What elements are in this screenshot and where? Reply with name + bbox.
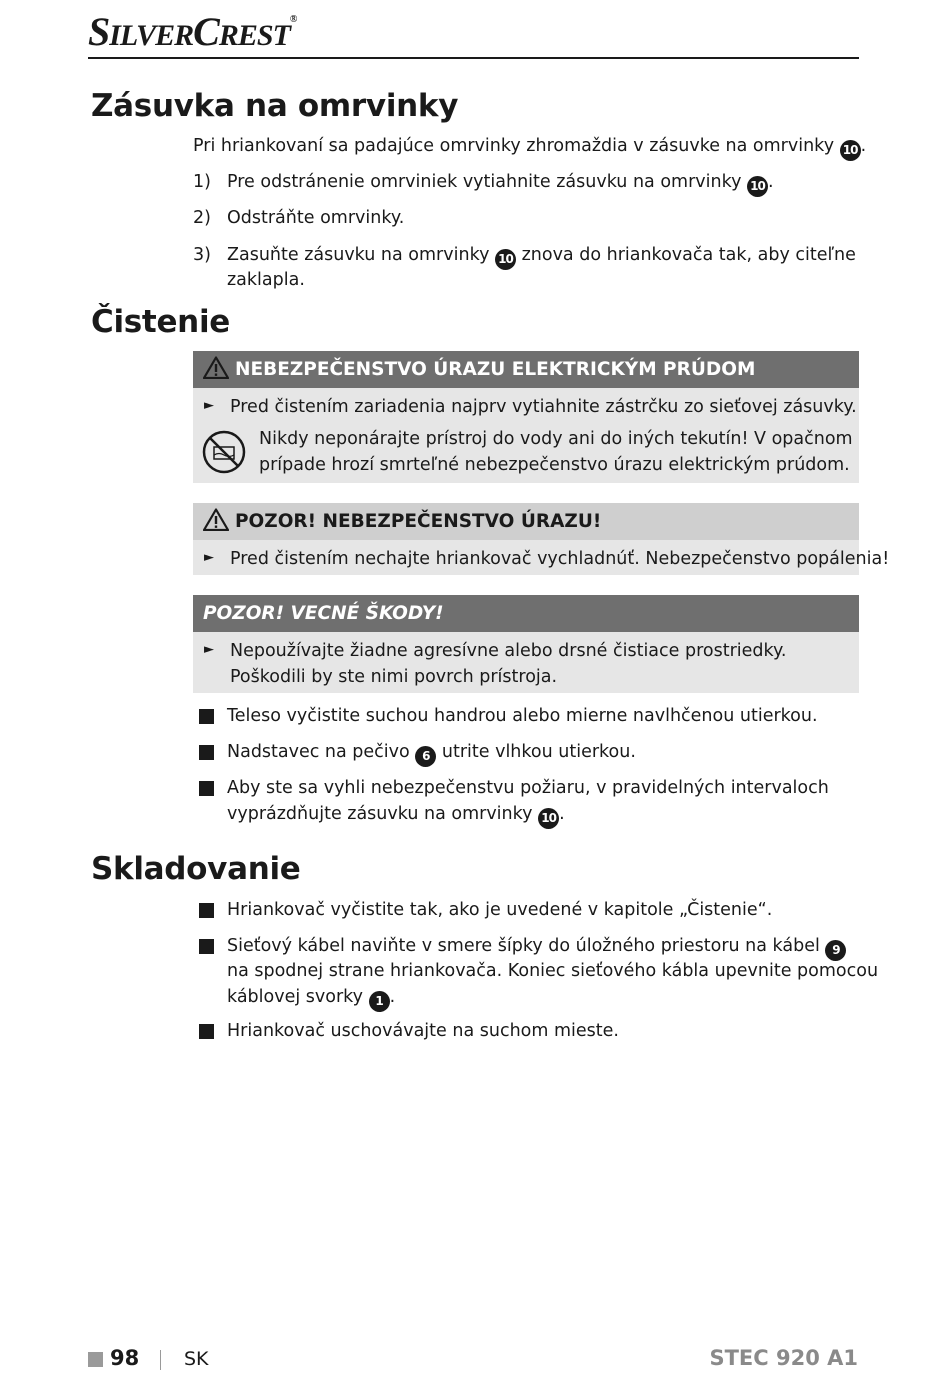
ref-10-icon: 10 xyxy=(538,808,559,829)
warning-item: Nikdy neponárajte prístroj do vody ani do iných tekutín! V opačnom xyxy=(259,429,853,449)
step-number: 3) xyxy=(193,245,211,265)
warning-item-continued: prípade hrozí smrteľné nebezpečenstvo úrazu elektrickým prúdom. xyxy=(259,455,850,475)
warning-triangle-icon xyxy=(203,508,229,531)
ref-9-icon: 9 xyxy=(825,940,846,961)
warning-heading: POZOR! NEBEZPEČENSTVO ÚRAZU! xyxy=(193,503,859,540)
property-damage-box xyxy=(193,595,859,693)
square-bullet-icon xyxy=(199,745,214,760)
ref-10-icon: 10 xyxy=(495,249,516,270)
crumb-tray-intro: Pri hriankovaní sa padajúce omrvinky zhromaždia v zásuvke na omrvinky 10 . xyxy=(193,133,866,161)
warning-item: Pred čistením nechajte hriankovač vychladnúť. Nebezpečenstvo popálenia! xyxy=(230,549,890,569)
ref-10-icon: 10 xyxy=(747,176,768,197)
arrow-bullet-icon: ► xyxy=(204,642,214,657)
arrow-bullet-icon: ► xyxy=(204,550,214,565)
list-item-continued: káblovej svorky 1 . xyxy=(227,984,395,1012)
step-text: Odstráňte omrvinky. xyxy=(227,208,405,228)
no-immersion-icon xyxy=(202,430,246,474)
ref-10-icon: 10 xyxy=(840,140,861,161)
list-item-continued: na spodnej strane hriankovača. Koniec sieťového kábla upevnite pomocou xyxy=(227,961,879,981)
ref-6-icon: 6 xyxy=(415,746,436,767)
header-rule xyxy=(88,57,859,59)
list-item: Nadstavec na pečivo 6 utrite vlhkou utierkou. xyxy=(227,739,636,767)
warning-heading: NEBEZPEČENSTVO ÚRAZU ELEKTRICKÝM PRÚDOM xyxy=(193,351,859,388)
square-bullet-icon xyxy=(199,903,214,918)
page-number: 98 xyxy=(110,1346,140,1370)
footer-square-icon xyxy=(88,1352,103,1367)
warning-item: Pred čistením zariadenia najprv vytiahnite zástrčku zo sieťovej zásuvky. xyxy=(230,397,857,417)
footer-divider xyxy=(160,1350,161,1370)
caution-item-continued: Poškodili by ste nimi povrch prístroja. xyxy=(230,667,558,687)
warning-triangle-icon xyxy=(203,356,229,379)
arrow-bullet-icon: ► xyxy=(204,398,214,413)
step-text: Pre odstránenie omrviniek vytiahnite zásuvku na omrvinky 10 . xyxy=(227,169,774,197)
list-item: Sieťový kábel naviňte v smere šípky do úložného priestoru na kábel 9 xyxy=(227,933,846,961)
electric-shock-warning-box xyxy=(193,351,859,483)
list-item: Hriankovač uschovávajte na suchom mieste. xyxy=(227,1021,619,1041)
section-title-cleaning: Čistenie xyxy=(91,304,230,340)
brand-logo: SILVERCREST® xyxy=(88,9,297,54)
square-bullet-icon xyxy=(199,781,214,796)
step-text-continued: zaklapla. xyxy=(227,270,305,290)
section-title-crumb-tray: Zásuvka na omrvinky xyxy=(91,88,459,124)
language-code: SK xyxy=(184,1348,209,1370)
square-bullet-icon xyxy=(199,1024,214,1039)
ref-1-icon: 1 xyxy=(369,991,390,1012)
caution-heading: POZOR! VECNÉ ŠKODY! xyxy=(193,595,859,632)
step-number: 2) xyxy=(193,208,211,228)
step-number: 1) xyxy=(193,172,211,192)
injury-warning-box xyxy=(193,503,890,575)
list-item: Aby ste sa vyhli nebezpečenstvu požiaru, v pravidelných intervaloch xyxy=(227,778,829,798)
list-item: Hriankovač vyčistite tak, ako je uvedené v kapitole „Čistenie“. xyxy=(227,900,773,920)
square-bullet-icon xyxy=(199,939,214,954)
list-item: Teleso vyčistite suchou handrou alebo mierne navlhčenou utierkou. xyxy=(227,706,818,726)
square-bullet-icon xyxy=(199,709,214,724)
model-number: STEC 920 A1 xyxy=(709,1346,858,1370)
step-text: Zasuňte zásuvku na omrvinky 10 znova do hriankovača tak, aby citeľne xyxy=(227,242,856,270)
list-item-continued: vyprázdňujte zásuvku na omrvinky 10 . xyxy=(227,801,565,829)
caution-item: Nepoužívajte žiadne agresívne alebo drsné čistiace prostriedky. xyxy=(230,641,787,661)
section-title-storage: Skladovanie xyxy=(91,851,301,887)
